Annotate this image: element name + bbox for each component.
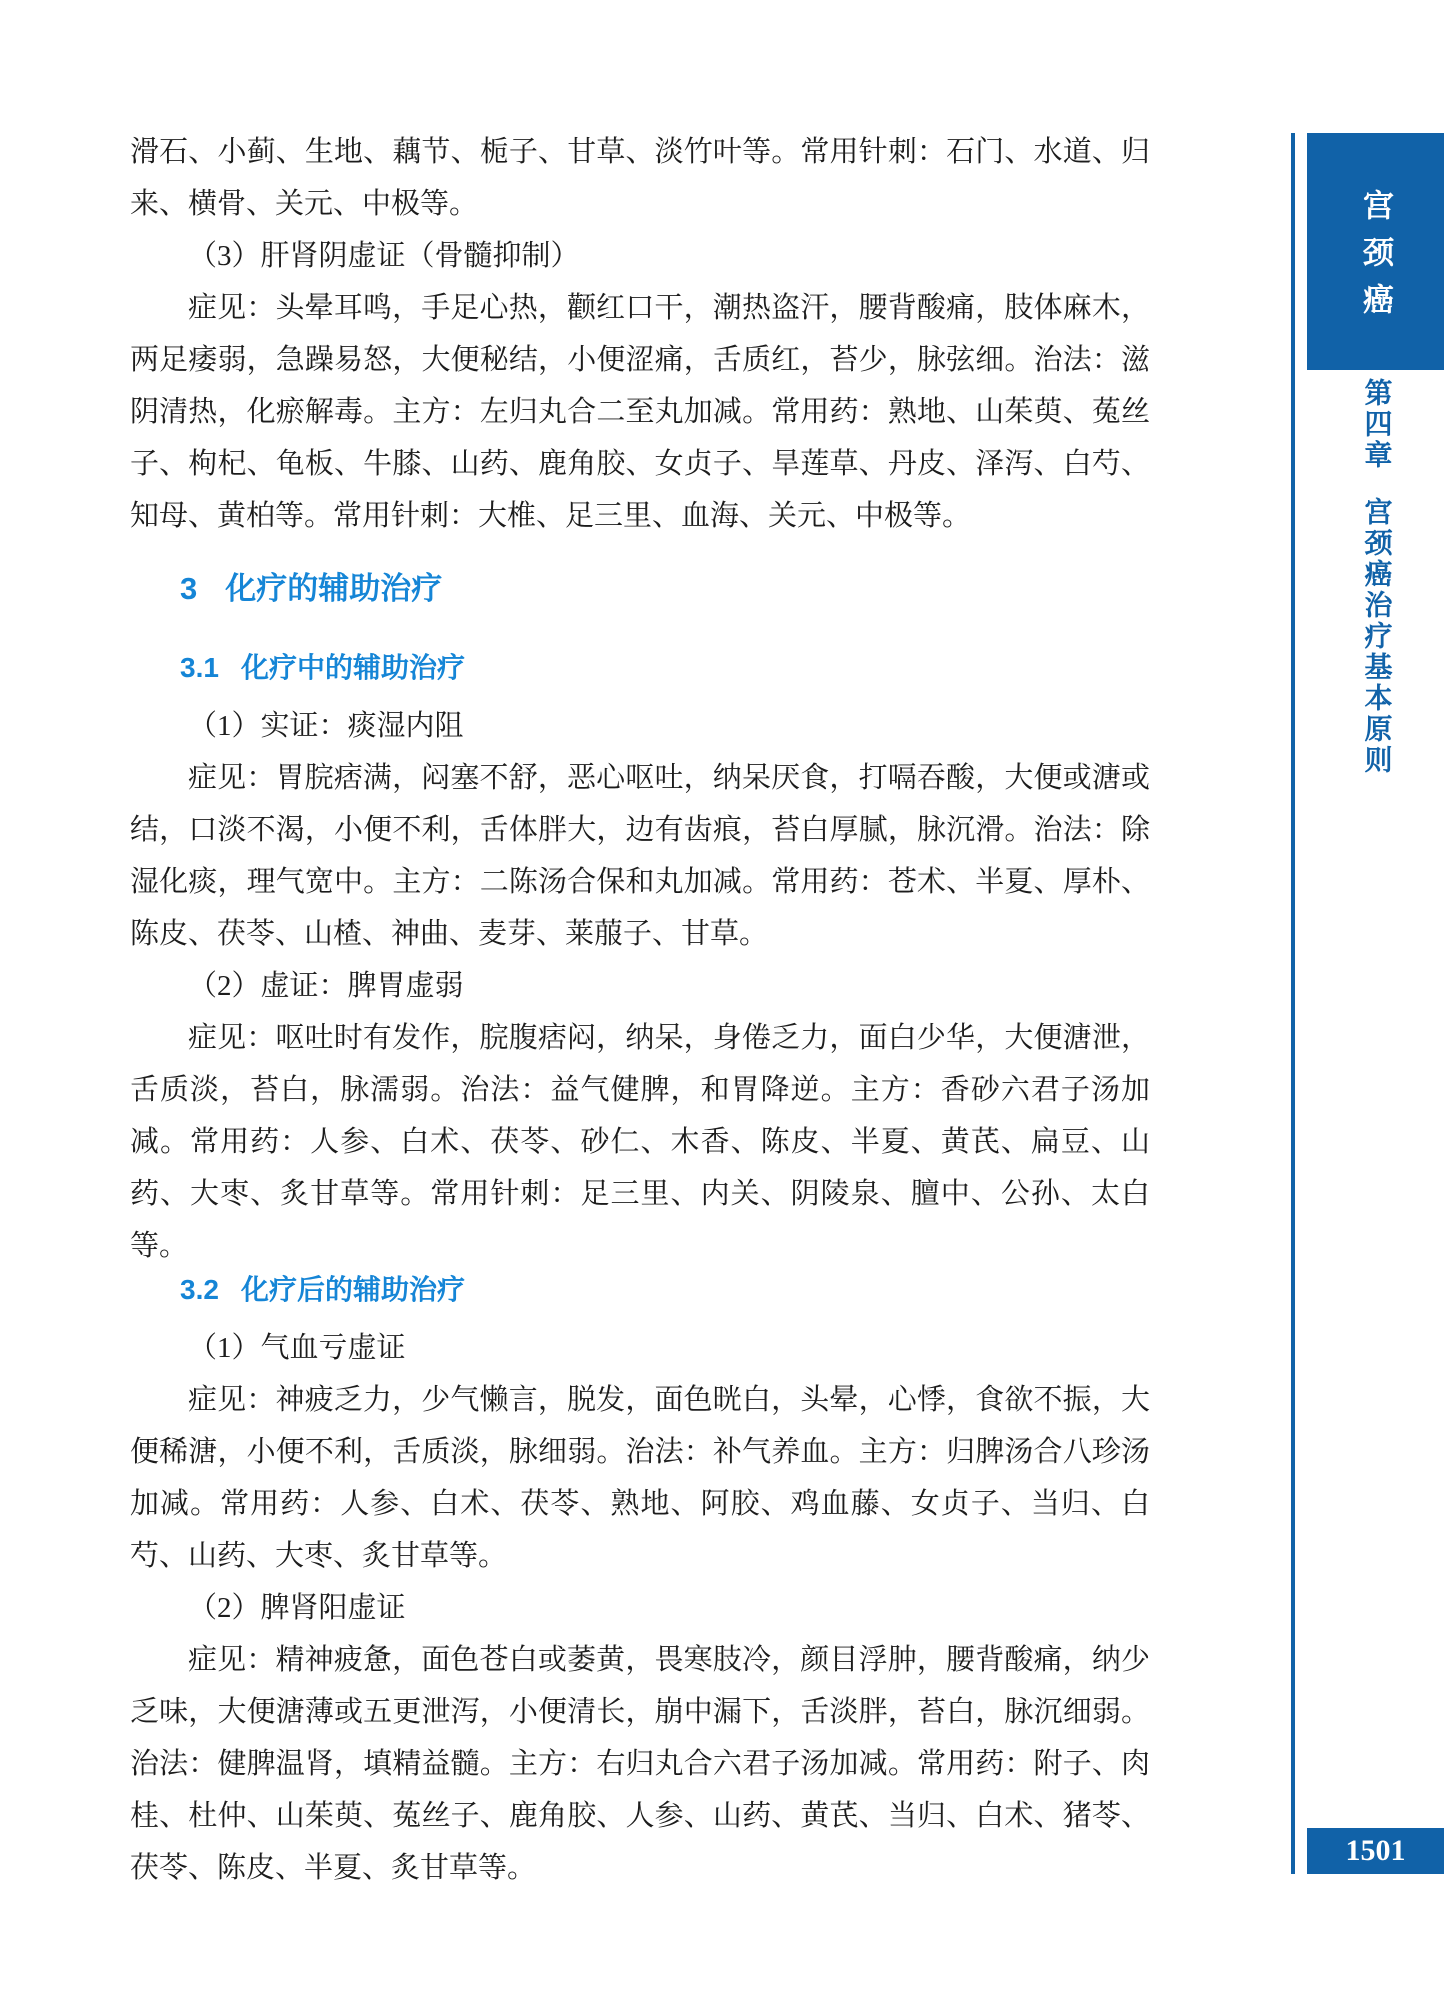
- paragraph: （1）气血亏虚证: [188, 1332, 406, 1364]
- chapter-title-vertical: [1307, 378, 1444, 776]
- subsection-number: 3.2: [180, 1274, 219, 1305]
- main-text-column: [130, 126, 1150, 1894]
- page-number-box: [1307, 1828, 1444, 1874]
- paragraph: （1）实证：痰湿内阻: [188, 710, 464, 742]
- subsection-heading: [180, 1272, 1150, 1308]
- paragraph: 症见：头晕耳鸣，手足心热，颧红口干，潮热盗汗，腰背酸痛，肢体麻木，两足痿弱，急躁易怒，大便秘结，小便涩痛，舌质红，苔少，脉弦细。治法：滋阴清热，化瘀解毒。主方：左归丸合二至丸加减。常用药：熟地、山茱萸、菟丝子、枸杞、龟板、牛膝、山药、鹿角胶、女贞子、旱莲草、丹皮、泽泻、白芍、知母、黄柏等。常用针刺：大椎、足三里、血海、关元、中极等。: [130, 292, 1150, 532]
- paragraph: 滑石、小蓟、生地、藕节、栀子、甘草、淡竹叶等。常用针刺：石门、水道、归来、横骨、关元、中极等。: [130, 136, 1150, 220]
- subsection-title: 化疗中的辅助治疗: [240, 652, 465, 683]
- paragraph: 症见：胃脘痞满，闷塞不舒，恶心呕吐，纳呆厌食，打嗝吞酸，大便或溏或结，口淡不渴，小便不利，舌体胖大，边有齿痕，苔白厚腻，脉沉滑。治法：除湿化痰，理气宽中。主方：二陈汤合保和丸加减。常用药：苍术、半夏、厚朴、陈皮、茯苓、山楂、神曲、麦芽、莱菔子、甘草。: [130, 762, 1150, 950]
- paragraph: （2）虚证：脾胃虚弱: [188, 970, 464, 1002]
- chapter-title-label: 宫颈癌治疗基本原则: [1360, 497, 1392, 776]
- subsection-heading: [180, 650, 1150, 686]
- section-title: 化疗的辅助治疗: [225, 571, 443, 606]
- chapter-tab: [1307, 133, 1444, 370]
- section-heading: [180, 569, 1150, 609]
- chapter-tab-label: 宫颈癌: [1358, 189, 1393, 330]
- subsection-title: 化疗后的辅助治疗: [240, 1274, 465, 1305]
- paragraph: （2）脾肾阳虚证: [188, 1592, 406, 1624]
- chapter-number-label: 第四章: [1360, 378, 1392, 471]
- sidebar-vertical-rule: [1291, 133, 1295, 1874]
- paragraph: （3）肝肾阴虚证（骨髓抑制）: [188, 240, 580, 272]
- page-number: 1501: [1345, 1834, 1406, 1867]
- paragraph: 症见：神疲乏力，少气懒言，脱发，面色晄白，头晕，心悸，食欲不振，大便稀溏，小便不利，舌质淡，脉细弱。治法：补气养血。主方：归脾汤合八珍汤加减。常用药：人参、白术、茯苓、熟地、阿胶、鸡血藤、女贞子、当归、白芍、山药、大枣、炙甘草等。: [130, 1384, 1150, 1572]
- section-number: 3: [180, 571, 198, 606]
- paragraph: 症见：精神疲惫，面色苍白或萎黄，畏寒肢冷，颜目浮肿，腰背酸痛，纳少乏味，大便溏薄或五更泄泻，小便清长，崩中漏下，舌淡胖，苔白，脉沉细弱。治法：健脾温肾，填精益髓。主方：右归丸合六君子汤加减。常用药：附子、肉桂、杜仲、山茱萸、菟丝子、鹿角胶、人参、山药、黄芪、当归、白术、猪苓、茯苓、陈皮、半夏、炙甘草等。: [130, 1644, 1150, 1884]
- subsection-number: 3.1: [180, 652, 219, 683]
- paragraph: 症见：呕吐时有发作，脘腹痞闷，纳呆，身倦乏力，面白少华，大便溏泄，舌质淡，苔白，脉濡弱。治法：益气健脾，和胃降逆。主方：香砂六君子汤加减。常用药：人参、白术、茯苓、砂仁、木香、陈皮、半夏、黄芪、扁豆、山药、大枣、炙甘草等。常用针刺：足三里、内关、阴陵泉、膻中、公孙、太白等。: [130, 1022, 1150, 1262]
